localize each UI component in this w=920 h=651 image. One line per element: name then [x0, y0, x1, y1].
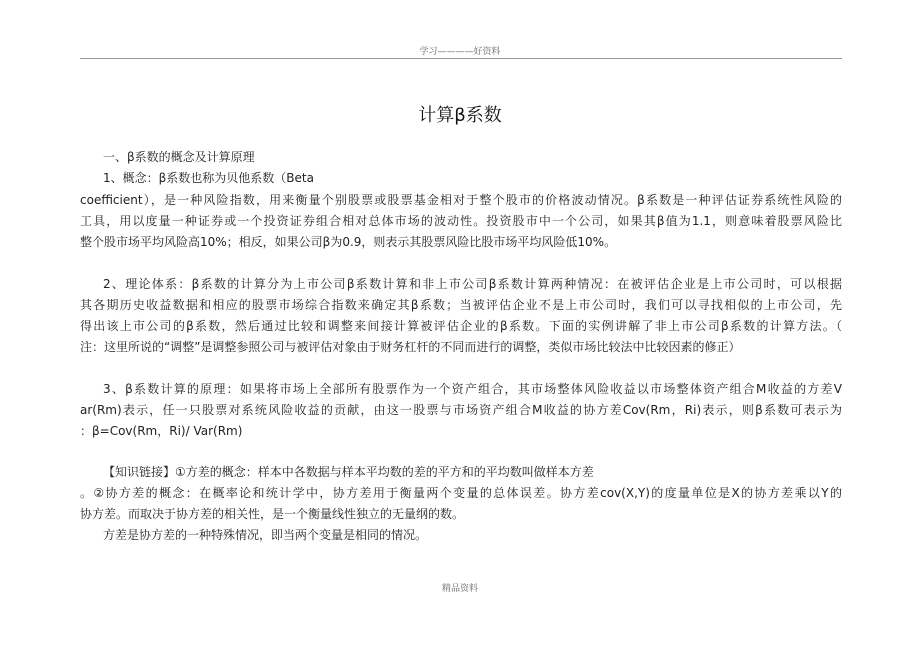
paragraph-5-line-1: 方差是协方差的一种特殊情况，即当两个变量是相同的情况。: [103, 528, 428, 542]
header-rule: [80, 58, 842, 59]
paragraph-3-line-3: ：β=Cov(Rm，Ri)/ Var(Rm): [80, 424, 243, 438]
paragraph-3-line-2: ar(Rm)表示，任一只股票对系统风险收益的贡献，由这一股票与市场资产组合M收益的协方差Cov(Rm，Ri)表示，则β系数可表示为: [80, 403, 842, 417]
document-title: 计算β系数: [418, 105, 502, 126]
section-heading: 一、β系数的概念及计算原理: [103, 150, 255, 164]
paragraph-2-line-4: 注：这里所说的“调整”是调整参照公司与被评估对象由于财务杠杆的不同而进行的调整，类似市场比较法中比较因素的修正）: [80, 340, 741, 354]
page-footer: 精品资料: [441, 584, 478, 594]
page-header: 学习————好资料: [419, 47, 501, 57]
paragraph-3-line-1: 3、β系数计算的原理：如果将市场上全部所有股票作为一个资产组合，其市场整体风险收益以市场整体资产组合M收益的方差V: [103, 382, 842, 396]
paragraph-1-line-3: 工具，用以度量一种证券或一个投资证券组合相对总体市场的波动性。投资股市中一个公司，如果其β值为1.1，则意味着股票风险比: [80, 214, 842, 228]
paragraph-1-line-4: 整个股市场平均风险高10%；相反，如果公司β为0.9，则表示其股票风险比股市场平均风险低10%。: [80, 235, 617, 249]
paragraph-2-line-3: 得出该上市公司的β系数，然后通过比较和调整来间接计算被评估企业的β系数。下面的实例讲解了非上市公司β系数的计算方法。（: [80, 319, 842, 333]
paragraph-2-line-1: 2、理论体系：β系数的计算分为上市公司β系数计算和非上市公司β系数计算两种情况：在被评估企业是上市公司时，可以根据: [103, 277, 842, 291]
paragraph-4-line-1: 【知识链接】①方差的概念：样本中各数据与样本平均数的差的平方和的平均数叫做样本方差: [103, 465, 594, 479]
paragraph-1-line-2: coefficient），是一种风险指数，用来衡量个别股票或股票基金相对于整个股市的价格波动情况。β系数是一种评估证券系统性风险的: [80, 193, 842, 207]
paragraph-2-line-2: 其各期历史收益数据和相应的股票市场综合指数来确定其β系数；当被评估企业不是上市公司时，我们可以寻找相似的上市公司，先: [80, 298, 842, 312]
paragraph-1-line-1: 1、概念：β系数也称为贝他系数（Beta: [103, 171, 314, 185]
paragraph-4-line-2: 。②协方差的概念：在概率论和统计学中，协方差用于衡量两个变量的总体误差。协方差cov(X,Y)的度量单位是X的协方差乘以Y的: [80, 486, 842, 500]
paragraph-4-line-3: 协方差。而取决于协方差的相关性，是一个衡量线性独立的无量纲的数。: [80, 507, 465, 521]
